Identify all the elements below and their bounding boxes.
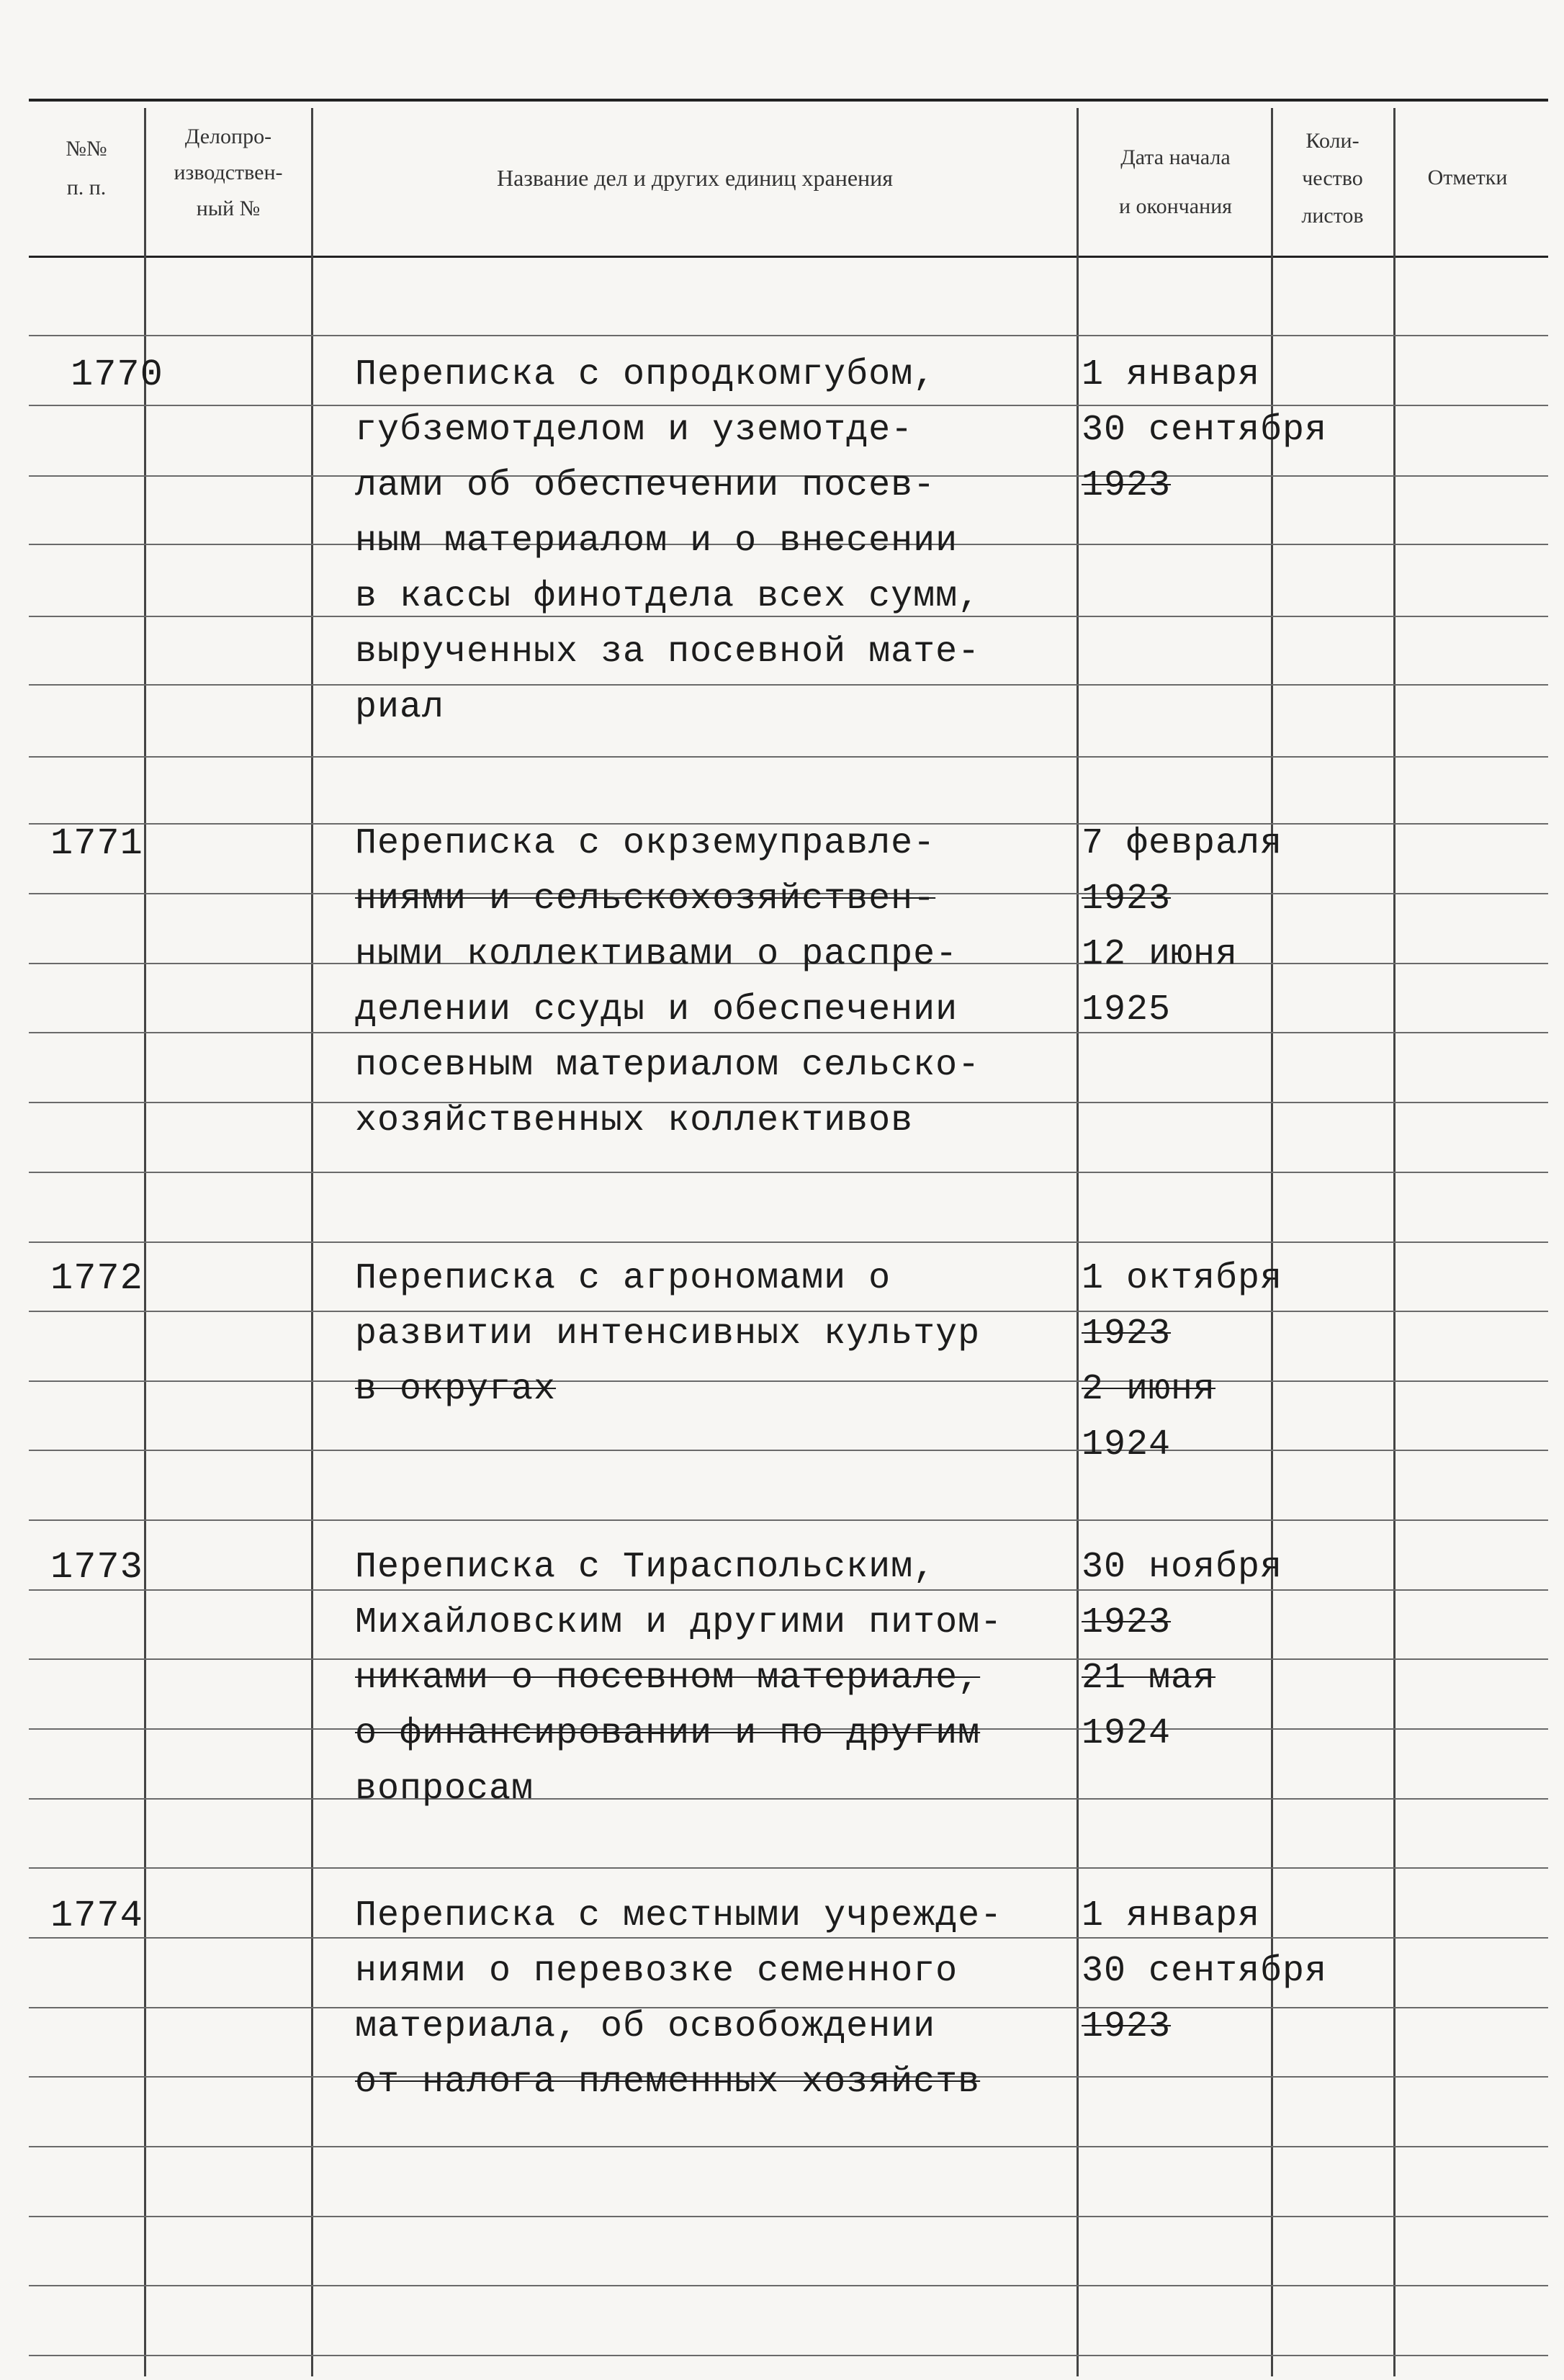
description-line: посевным материалом сельско- [355,1045,981,1086]
date-line: 1923 [1082,1602,1172,1643]
description-line: Михайловским и другими питом- [355,1602,1003,1643]
ruled-line [29,1867,1548,1869]
description-line: Переписка с Тираспольским, [355,1547,936,1588]
ruled-line [29,1450,1548,1451]
ruled-line [29,1172,1548,1173]
date-line: 1923 [1082,1314,1172,1355]
description-line: никами о посевном материале, [355,1658,981,1699]
header-dates-line: и окончания [1119,194,1232,218]
entry-number: 1773 [50,1546,143,1589]
date-line: 1 января [1082,354,1261,395]
header-office-line: изводствен- [174,161,283,184]
description-line: ными коллективами о распре- [355,934,958,975]
description-line: ным материалом и о внесении [355,521,958,562]
ruled-line [29,2355,1548,2356]
ruled-line [29,756,1548,758]
description-line: вырученных за посевной мате- [355,632,981,673]
header-office-line: ный № [196,197,261,220]
date-line: 7 февраля [1082,823,1283,864]
description-line: Переписка с агрономами о [355,1258,891,1299]
description-line: ниями и сельскохозяйствен- [355,879,936,920]
entry-description [355,1540,1002,1817]
header-sheets [1273,122,1392,235]
header-top-rule [29,99,1548,102]
header-sheets-line: чество [1302,166,1363,190]
header-number-line: п. п. [66,176,107,199]
date-line: 2 июня [1082,1369,1216,1410]
description-line: лами об обеспечении посев- [355,465,936,506]
header-number-line: №№ [66,137,107,161]
entry-dates [1082,1540,1282,1761]
date-line: 1924 [1082,1424,1172,1465]
description-line: о финансировании и по другим [355,1713,981,1754]
ruled-line [29,1519,1548,1521]
entry-description [355,1251,980,1417]
date-line: 1923 [1082,2006,1172,2047]
description-line: губземотделом и уземотде- [355,410,914,451]
description-line: в кассы финотдела всех сумм, [355,576,981,617]
description-line: вопросам [355,1769,534,1810]
entry-number: 1774 [50,1895,143,1937]
header-dates [1080,133,1271,231]
description-line: материала, об освобождении [355,2006,936,2047]
entry-number: 1771 [50,822,143,865]
date-line: 1925 [1082,989,1172,1030]
header-title-text: Название дел и других единиц хранения [496,165,894,191]
entry-dates [1082,1251,1282,1473]
header-notes-text: Отметки [1427,166,1508,189]
entry-number: 1772 [50,1257,143,1300]
entry-description [355,1888,1002,2110]
ruled-line [29,1241,1548,1243]
header-sheets-line: листов [1301,204,1364,228]
entry-dates [1082,347,1327,513]
ruled-line [29,335,1548,336]
header-title [313,158,1077,197]
entry-description [355,347,980,735]
date-line: 30 сентября [1082,1951,1328,1992]
entry-dates [1082,816,1282,1038]
entry-description [355,816,980,1149]
header-dates-line: Дата начала [1120,145,1231,169]
entry-number: 1770 [71,354,163,396]
header-number [29,130,144,207]
header-office-line: Делопро- [184,125,272,148]
description-line: развитии интенсивных культур [355,1314,981,1355]
ruled-line [29,2146,1548,2147]
ruled-line [29,2285,1548,2286]
header-sheets-line: Коли- [1305,129,1359,153]
description-line: делении ссуды и обеспечении [355,989,958,1030]
date-line: 1 октября [1082,1258,1283,1299]
date-line: 30 ноября [1082,1547,1283,1588]
description-line: хозяйственных коллективов [355,1100,914,1141]
date-line: 1923 [1082,465,1172,506]
description-line: ниями о перевозке семенного [355,1951,958,1992]
ruled-line [29,2216,1548,2217]
header-notes [1396,158,1540,197]
date-line: 1923 [1082,879,1172,920]
description-line: Переписка с окрземуправле- [355,823,936,864]
description-line: в округах [355,1369,557,1410]
date-line: 1924 [1082,1713,1172,1754]
entry-dates [1082,1888,1327,2055]
description-line: Переписка с опродкомгубом, [355,354,936,395]
header-bottom-rule [29,256,1548,258]
date-line: 1 января [1082,1895,1261,1936]
header-office-number [145,119,311,227]
date-line: 12 июня [1082,934,1239,975]
date-line: 30 сентября [1082,410,1328,451]
description-line: Переписка с местными учрежде- [355,1895,1003,1936]
description-line: риал [355,687,445,728]
date-line: 21 мая [1082,1658,1216,1699]
description-line: от налога племенных хозяйств [355,2062,981,2103]
